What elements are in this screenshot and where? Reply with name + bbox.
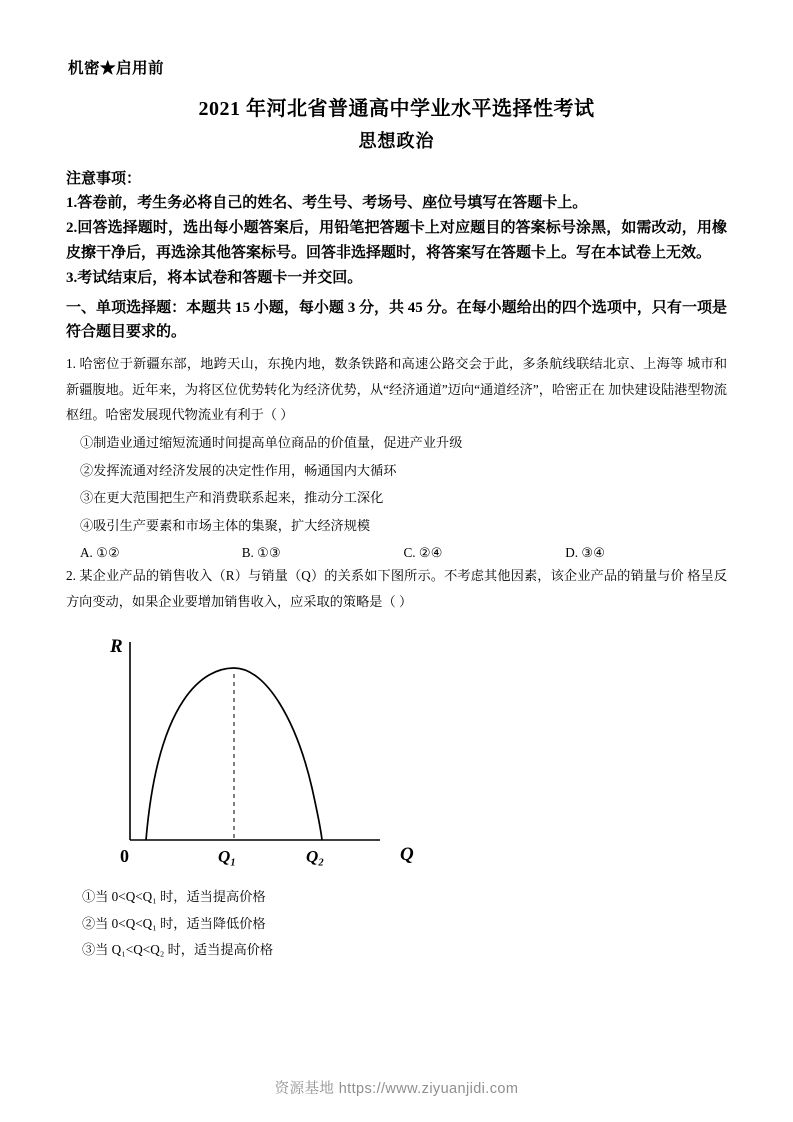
question-1-choice-a[interactable]: A. ①②	[80, 544, 120, 560]
chart-svg	[84, 628, 424, 868]
notice-heading: 注意事项：	[66, 171, 142, 187]
revenue-quantity-chart	[66, 628, 727, 878]
question-2-options	[66, 884, 727, 963]
question-1-choice-d[interactable]: D. ③④	[565, 544, 606, 560]
q1-tick-label: Q₁	[218, 847, 237, 867]
question-2-stem-line-1: 某企业产品的销售收入（R）与销量（Q）的关系如下图所示。不考虑其他因素，该企业产品的销量与价	[79, 567, 684, 583]
x-axis-label: Q	[400, 844, 414, 866]
page-title: 2021 年河北省普通高中学业水平选择性考试	[198, 98, 595, 120]
question-2-number: 2.	[66, 567, 76, 583]
question-1-option-4: ④吸引生产要素和市场主体的集聚，扩大经济规模	[80, 518, 371, 534]
question-1-choice-c[interactable]: C. ②④	[403, 544, 443, 560]
question-1-option-1: ①制造业通过缩短流通时间提高单位商品的价值量，促进产业升级	[80, 434, 463, 450]
question-1-number: 1.	[66, 355, 76, 371]
section-heading: 一、单项选择题：本题共 15 小题，每小题 3 分，共 45 分。在每小题给出的四个选项中，只有一项是符合题目要求的。	[66, 300, 727, 341]
secret-label: 机密★启用前	[68, 60, 165, 77]
question-1-stem	[66, 351, 727, 428]
watermark: 资源基地 https://www.ziyuanjidi.com	[274, 1081, 519, 1097]
question-1-choices	[80, 545, 727, 561]
question-2-stem	[66, 563, 727, 614]
notice-item-2: 2.回答选择题时，选出每小题答案后，用铅笔把答题卡上对应题目的答案标号涂黑，如需改动，用橡皮擦干净后，再选涂其他答案标号。回答非选择题时，将答案写在答题卡上。写在本试卷上无效。	[66, 220, 727, 261]
question-2-option-3: ③当 Q₁<Q<Q₂ 时，适当提高价格	[82, 942, 274, 958]
question-2	[66, 563, 727, 964]
notice-item-3: 3.考试结束后，将本试卷和答题卡一并交回。	[66, 269, 363, 286]
question-2-option-1: ①当 0<Q<Q₁ 时，适当提高价格	[82, 889, 266, 905]
question-1-option-2: ②发挥流通对经济发展的决定性作用，畅通国内大循环	[80, 462, 397, 478]
question-2-stem-line-2: 格呈反方向变动，如果企业要增加销售收入，应采取的策略是（ ）	[66, 567, 728, 609]
subject-title: 思想政治	[358, 131, 435, 151]
question-1-stem-line-1: 哈密位于新疆东部，地跨天山，东挽内地，数条铁路和高速公路交会于此，多条航线联结北京、上海等	[79, 355, 684, 371]
notice-item-1: 1.答卷前，考生务必将自己的姓名、考生号、考场号、座位号填写在答题卡上。	[66, 195, 588, 211]
question-1	[66, 351, 727, 561]
question-1-stem-line-2: 城市和新疆腹地。近年来，为将区位优势转化为经济优势，从“经济通道”迈向“通道经济”，哈密正在	[66, 355, 728, 397]
q2-tick-label: Q₂	[306, 847, 325, 867]
question-1-stem-line-3: 加快建设陆港型物流枢纽。哈密发展现代物流业有利于（ ）	[66, 381, 727, 423]
origin-label: 0	[120, 846, 129, 867]
question-2-option-2: ②当 0<Q<Q₁ 时，适当降低价格	[82, 915, 266, 931]
y-axis-label: R	[110, 636, 123, 658]
question-1-option-3: ③在更大范围把生产和消费联系起来，推动分工深化	[80, 490, 384, 506]
question-1-choice-b[interactable]: B. ①③	[241, 544, 281, 560]
